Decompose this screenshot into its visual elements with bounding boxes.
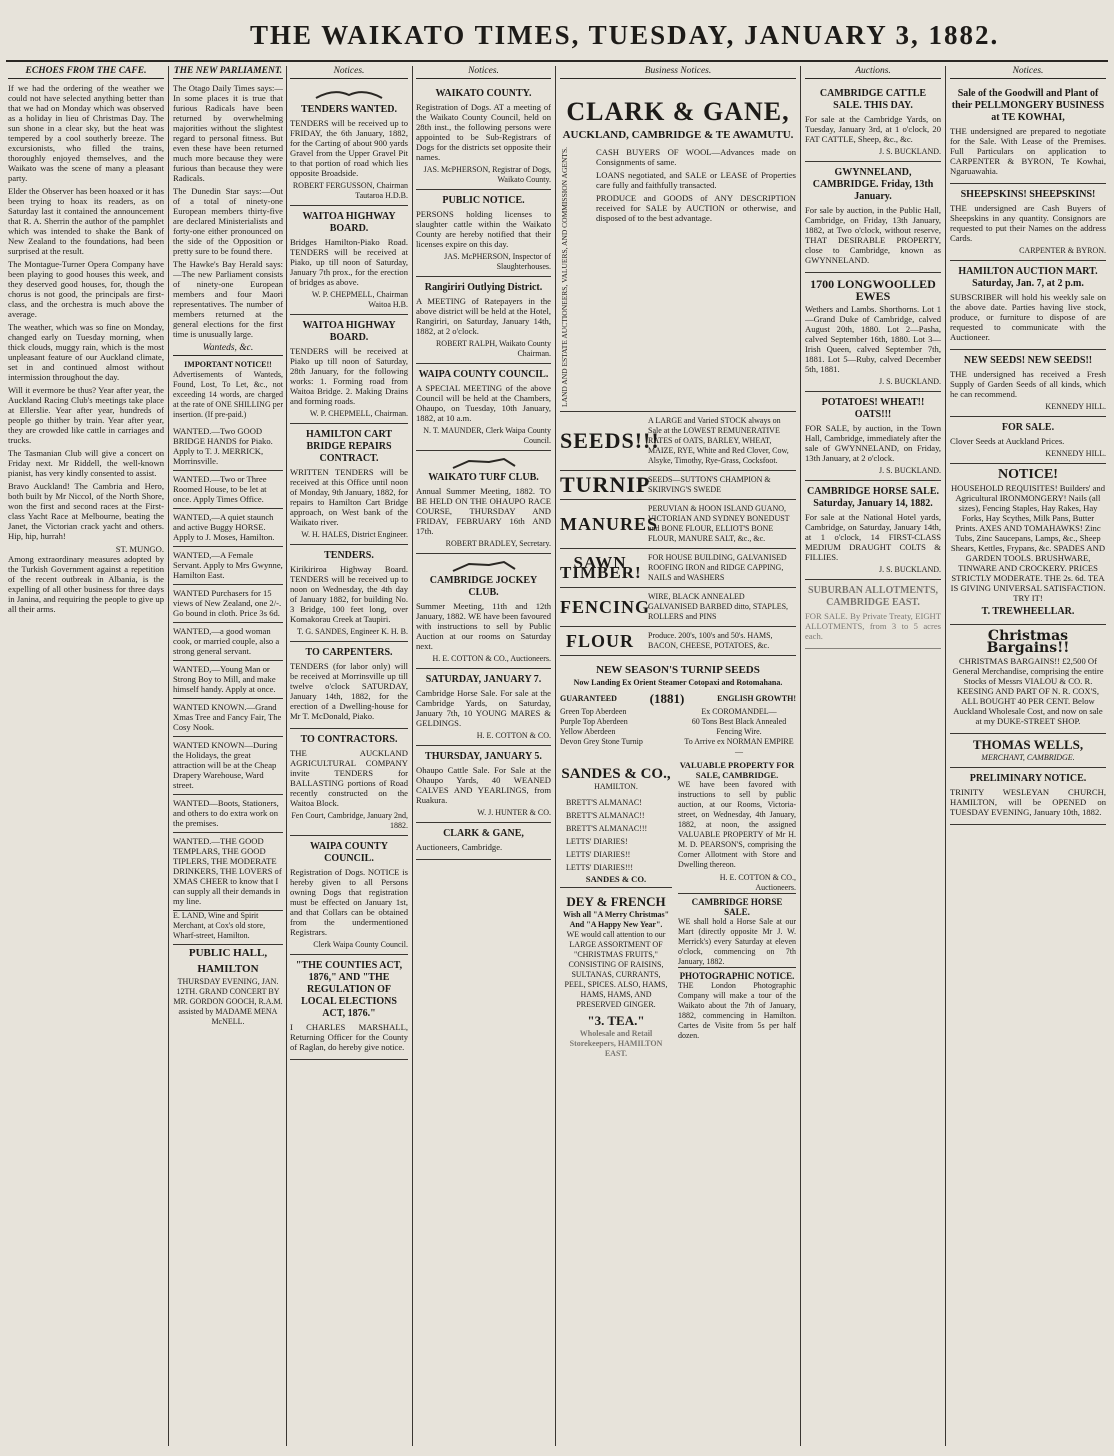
- wanted-intro: Advertisements of Wanteds, Found, Lost, To Let, &c., not exceeding 14 words, are charged at the rate of ONE SHILLING per insertion. (If pre-paid.): [173, 370, 283, 419]
- notice-ad: [416, 746, 551, 823]
- shipment-list-item: 60 Tons Best Black Annealed Fencing Wire.: [691, 716, 787, 736]
- notice-body: THE undersigned are prepared to negotiate for the Sale. With Lease of the Premises. Full Particulars on application to CARPENTER & BYRON, Te Kowhai, Ngaruawahia.: [950, 126, 1106, 176]
- notice-ad: [950, 83, 1106, 184]
- seed-list-item: Devon Grey Stone Turnip: [560, 736, 643, 746]
- turnip-seeds-heading: NEW SEASON'S TURNIP SEEDS: [596, 663, 760, 676]
- notice-heading: TO CONTRACTORS.: [300, 734, 398, 745]
- newspaper-title: THE WAIKATO TIMES, TUESDAY, JANUARY 3, 1882.: [250, 20, 1000, 50]
- notice-heading: WAIKATO COUNTY.: [435, 88, 532, 99]
- notice-signature: JAS. McPHERSON, Registrar of Dogs, Waikato County.: [423, 165, 551, 184]
- auction-signature: J. S. BUCKLAND.: [878, 377, 941, 386]
- notice-signature: N. T. MAUNDER, Clerk Waipa County Council.: [423, 426, 551, 445]
- notice-ad: [416, 83, 551, 190]
- auction-heading: SUBURBAN ALLOTMENTS, CAMBRIDGE EAST.: [807, 585, 939, 608]
- wanted-ad: WANTED,—A quiet staunch and active Buggy HORSE. Apply to J. Moses, Hamilton.: [173, 509, 283, 547]
- notice-signature: H. E. COTTON & CO.: [476, 731, 551, 740]
- notice-heading: TENDERS WANTED.: [301, 104, 397, 115]
- notice-body: MERCHANT, CAMBRIDGE.: [981, 753, 1075, 762]
- notice-signature: KENNEDY HILL.: [1045, 402, 1106, 411]
- notice-body: Kirikiriroa Highway Board. TENDERS will be received up to noon on Wednesday, the 4th day of January 1882, for building No. 3 Bridge, 100 feet long, over Komakorau Creek at Taupiri.: [290, 564, 408, 624]
- auction-body: For sale by auction, in the Public Hall, Cambridge, on Friday, 13th January, 1882, at Two o'clock, without reserve, THAT DESIRABLE PROPERTY, close to Cambridge, known as GWYNNELAND.: [805, 205, 941, 265]
- wanted-ad: WANTED.—Two or Three Roomed House, to be let at once. Apply Times Office.: [173, 471, 283, 509]
- auction-ad: [805, 83, 941, 162]
- auction-heading: CAMBRIDGE CATTLE SALE. THIS DAY.: [819, 88, 927, 111]
- notice-signature: W. P. CHEPMELL, Chairman Waitoa H.B.: [311, 290, 408, 309]
- auction-signature: J. S. BUCKLAND.: [878, 565, 941, 574]
- seed-guarantee-row: [560, 691, 796, 707]
- service-line: LOANS negotiated, and SALE or LEASE of Properties care fully and faithfully transacted.: [596, 170, 796, 190]
- wanted-ad: WANTED,—a good woman cook, or married couple, also a strong general servant.: [173, 623, 283, 661]
- shipment-list-item: Ex COROMANDEL—: [701, 706, 777, 716]
- manures-row: [560, 500, 796, 549]
- tea-heading: "3. TEA.": [587, 1013, 645, 1028]
- notice-body: Registration of Dogs. NOTICE is hereby given to all Persons owning Dogs that registration must be effected on January 1st, and that Collars can be obtained from the undermentioned Registrars.: [290, 867, 408, 937]
- auction-ad: [805, 392, 941, 481]
- auction-ad: [805, 481, 941, 580]
- column-notices-1: [290, 66, 408, 1446]
- column-parliament: [173, 66, 283, 1446]
- column-divider: [555, 66, 556, 1446]
- almanac-line: BRETT'S ALMANAC!: [566, 798, 642, 807]
- notice-ad: [290, 315, 408, 424]
- column-heading: THE NEW PARLIAMENT.: [173, 66, 283, 79]
- column-divider: [800, 66, 801, 1446]
- notice-heading: THURSDAY, JANUARY 5.: [425, 751, 542, 762]
- article-paragraph: Among extraordinary measures adopted by the Turkish Government against a repetition of the recent outbreak in Albania, is the expelling of all other business for three days in Janina, and requiring the people to give up all their arms.: [8, 554, 164, 614]
- notice-heading: HAMILTON AUCTION MART. Saturday, Jan. 7, at 2 p.m.: [958, 266, 1098, 289]
- fencing-text: WIRE, BLACK ANNEALED GALVANISED BARBED ditto, STAPLES, ROLLERS and PINS: [648, 591, 789, 621]
- wanted-ad: WANTED,—A Female Servant. Apply to Mrs Gwynne, Hamilton East.: [173, 547, 283, 585]
- article-paragraph: The Dunedin Star says:—Out of a total of ninety-one European members thirty-five are declared Ministerialists and forty-one either pronounced on the side of the Opposition or pretty sure to be found there.: [173, 186, 283, 256]
- notice-heading: NOTICE!: [998, 467, 1058, 482]
- auction-heading: 1700 LONGWOOLLED EWES: [810, 277, 936, 303]
- column-heading: Business Notices.: [560, 66, 796, 79]
- notice-heading: CAMBRIDGE JOCKEY CLUB.: [429, 575, 538, 598]
- notice-signature: T. TREWHEELLAR.: [981, 606, 1075, 617]
- auction-body: For sale at the Cambridge Yards, on Tuesday, January 3rd, at 1 o'clock, 20 FAT CATTLE, Sheep, &c., &c.: [805, 114, 941, 144]
- notice-ad: [950, 734, 1106, 768]
- column-heading: Notices.: [950, 66, 1106, 79]
- notice-body: TENDERS will be received at Piako up till noon of Saturday, 28th January, for the following works: 1. Forming road from Waitoa Bridge. 2. Making Drains and forming roads.: [290, 346, 408, 406]
- auction-ad: [805, 162, 941, 273]
- column-divider: [945, 66, 946, 1446]
- notice-heading: HAMILTON CART BRIDGE REPAIRS CONTRACT.: [305, 429, 393, 464]
- timber-word: SAWN TIMBER!: [560, 552, 642, 582]
- notice-ad: [950, 464, 1106, 625]
- dey-french-text: WE would call attention to our LARGE ASSORTMENT OF "CHRISTMAS FRUITS," CONSISTING OF RAISINS, SULTANAS, CURRANTS, PEEL, SPICES. ALSO, HAMS, HAMS, HAMS, AND PRESERVED GINGER.: [564, 930, 668, 1009]
- notice-ad: [950, 261, 1106, 350]
- fencing-word: FENCING: [560, 596, 651, 617]
- notice-signature: H. E. COTTON & CO., Auctioneers.: [432, 654, 551, 663]
- wanted-ad: WANTED KNOWN.—Grand Xmas Tree and Fancy Fair, The Cosy Nook.: [173, 699, 283, 737]
- notice-body: TRINITY WESLEYAN CHURCH, HAMILTON, will be OPENED on TUESDAY EVENING, January 10th, 1882.: [950, 787, 1106, 817]
- notice-ad: [416, 823, 551, 860]
- article-paragraph: The Hawke's Bay Herald says:—The new Parliament consists of ninety-one European members and four Maori representatives. The number of members returned at the general elections for the first time is unusually large.: [173, 259, 283, 339]
- notice-body: TENDERS (for labor only) will be received at Morrinsville up till twelve o'clock SATURDAY, January 14th, 1882, for the erection of a Dwelling-house for Mr T. McDonald, Piako.: [290, 661, 408, 721]
- wanted-ad: WANTED,—Young Man or Strong Boy to Mill, and make himself handy. Apply at once.: [173, 661, 283, 699]
- column-divider: [286, 66, 287, 1446]
- notice-ad: [950, 417, 1106, 464]
- auction-body: For sale at the National Hotel yards, Cambridge, on Saturday, January 14th, at 1 o'clock, 14 FIRST-CLASS MEDIUM DRAUGHT COLTS & FILLIES.: [805, 512, 941, 562]
- valuable-property-heading: VALUABLE PROPERTY FOR SALE, CAMBRIDGE.: [679, 760, 795, 780]
- notice-ad: [950, 350, 1106, 417]
- notice-body: PERSONS holding licenses to slaughter cattle within the Waikato County are hereby notified that their licenses expire on this day.: [416, 209, 551, 249]
- auction-body: FOR SALE, by auction, in the Town Hall, Cambridge, immediately after the sale of GWYNNELAND, on Friday, 13th January, at 2 o'clock.: [805, 423, 941, 463]
- flour-text: Produce. 200's, 100's and 50's. HAMS, BACON, CHEESE, POTATOES, &c.: [648, 630, 773, 650]
- service-line: CASH BUYERS OF WOOL—Advances made on Consignments of same.: [596, 147, 796, 167]
- clark-gane-subtitle: AUCKLAND, CAMBRIDGE & TE AWAMUTU.: [562, 129, 794, 141]
- service-line: PRODUCE and GOODS of ANY DESCRIPTION received for SALE by AUCTION or otherwise, and disposed of to the best advantage.: [596, 193, 796, 223]
- sandes-place: HAMILTON.: [594, 782, 638, 791]
- turnip-seeds-subheading: Now Landing Ex Orient Steamer Cotopaxi and Rotomahana.: [573, 677, 783, 687]
- turnip-word: TURNIP: [560, 471, 651, 497]
- seeds-word: SEEDS!!!: [560, 427, 660, 453]
- notice-signature: W. H. HALES, District Engineer.: [301, 530, 408, 539]
- notice-signature: ROBERT RALPH, Waikato County Chairman.: [435, 339, 551, 358]
- column-auctions: [805, 66, 941, 1446]
- article-paragraph: Bravo Auckland! The Cambria and Hero, both built by Mr Niccol, of the North Shore, won the first and second races at the First-class Yacht Race at Melbourne, beating the Janet, the Victorian crack yacht and others. Hip, hip, hurrah!: [8, 481, 164, 541]
- horse-ornament-icon: [449, 456, 519, 470]
- masthead: [0, 0, 1114, 64]
- notice-ad: [290, 206, 408, 315]
- valuable-property-text: WE have been favored with instructions to sell by public auction, at our Rooms, Victoria-street, on Wednesday, 4th January, 1882, at noon, the assigned VALUABLE PROPERTY of Mr H. M. D. PEARSON'S, comprising the Corner Allotment with Store and Dwelling thereon.: [678, 780, 796, 869]
- article-paragraph: Will it evermore be thus? Year after year, the Auckland Racing Club's meetings take place at Ellerslie. Year after year, hundreds of people go thither by train. Year after year, they are crowded like cattle in carriages and trucks.: [8, 385, 164, 445]
- seed-list-item: Purple Top Aberdeen: [560, 716, 628, 726]
- valuable-property-signature: H. E. COTTON & CO., Auctioneers.: [678, 873, 796, 894]
- horse-sale-heading: CAMBRIDGE HORSE SALE.: [691, 897, 783, 917]
- notice-ad: [290, 955, 408, 1060]
- article-paragraph: If we had the ordering of the weather we could not have selected anything better than that we had on Monday which was observed as a holiday in lieu of Christmas Day. The sun shone in a clear sky, but the heat was tempered by a cool southerly breeze. The excursionists, who filled the trains, thoroughly enjoyed themselves, and the Waikato was the scene of many a pleasant party.: [8, 83, 164, 183]
- notice-ad: [416, 451, 551, 554]
- seed-list-item: Yellow Aberdeen: [560, 726, 616, 736]
- wanted-ad: WANTED.—THE GOOD TEMPLARS, THE GOOD TIPLERS, THE MODERATE DRINKERS, THE LOVERS of XMAS CHEER to know that I can supply all their demands in my line.: [173, 833, 283, 911]
- notice-body: Registration of Dogs. AT a meeting of the Waikato County Council, held on 28th inst., the following persons were appointed to be Sub-Registrars of Dogs for the districts set opposite their names.: [416, 102, 551, 162]
- notice-body: A SPECIAL MEETING of the above Council will be held at the Chambers, Ohaupo, on Tuesday, 10th January, 1882, at 10 a.m.: [416, 383, 551, 423]
- notice-ad: [950, 184, 1106, 261]
- notice-body: Clover Seeds at Auckland Prices.: [950, 436, 1065, 446]
- column-heading: ECHOES FROM THE CAFE.: [8, 66, 164, 79]
- diaries-line: LETTS' DIARIES!: [566, 837, 628, 846]
- seed-year: (1881): [649, 690, 685, 706]
- article-paragraph: The Otago Daily Times says:—In some places it is true that furious Radicals have been returned by overwhelming majorities without the slightest regard to personal fitness. But even these have been returned much more because they were furious than because they were Radicals.: [173, 83, 283, 183]
- article-paragraph: Elder the Observer has been hoaxed or it has been trying to hoax its readers, as on Saturday last it contained the announcement that R. A. Sherrin the author of the pamphlet which was intended to shake the Bank of New Zealand to the foundations, had been surprised at the result.: [8, 186, 164, 256]
- photographic-heading: PHOTOGRAPHIC NOTICE.: [679, 971, 795, 981]
- public-hall-heading: PUBLIC HALL, HAMILTON: [173, 944, 283, 977]
- notice-heading: WAIKATO TURF CLUB.: [428, 472, 539, 483]
- notice-body: WRITTEN TENDERS will be received at this Office until noon of Monday, 9th January, 1882, for repairs to Hamilton Cart Bridge approach, on West bank of the Waikato river.: [290, 467, 408, 527]
- notice-heading: Christmas Bargains!!: [986, 628, 1070, 656]
- notice-signature: Clerk Waipa County Council.: [313, 940, 408, 949]
- wanted-ad: WANTED Purchasers for 15 views of New Zealand, one 2/-. Go bound in cloth. Price 3s 6d.: [173, 585, 283, 623]
- column-divider: [168, 66, 169, 1446]
- notice-body: THE undersigned are Cash Buyers of Sheepskins in any quantity. Consignors are requested to put their Names on the address Cards.: [950, 203, 1106, 243]
- notice-ad: [290, 545, 408, 642]
- notice-ad: [950, 768, 1106, 825]
- seed-lists: [560, 707, 796, 756]
- timber-row: [560, 549, 796, 588]
- notice-heading: WAITOA HIGHWAY BOARD.: [302, 211, 396, 234]
- sandes-advert: [560, 760, 672, 1446]
- notice-heading: TENDERS.: [324, 550, 374, 561]
- article-paragraph: The weather, which was so fine on Monday, changed early on Tuesday morning, when thick clouds, muggy rain, which is the most unpleasant feature of our Auckland climate, set in and continued almost without intermission throughout the day.: [8, 322, 164, 382]
- article-signature: ST. MUNGO.: [115, 544, 164, 554]
- notice-signature: W. J. HUNTER & CO.: [477, 808, 551, 817]
- dey-french-title: DEY & FRENCH: [566, 894, 666, 909]
- clark-gane-services: [560, 143, 796, 412]
- notice-signature: T. G. SANDES, Engineer K. H. B.: [297, 627, 408, 636]
- wanted-ad: WANTED—Boots, Stationers, and others to do extra work on the premises.: [173, 795, 283, 833]
- notice-ad: [290, 83, 408, 206]
- auction-body: Wethers and Lambs. Shorthorns. Lot 1—Grand Duke of Cambridge, calved August 20th, 1880. Lot 2—Pasha, calved September 16th, 1880. Lot 3—Irish Queen, calved September 7th, 1881. Lot 5—Ruby, calved December 5th, 1881.: [805, 304, 941, 374]
- notice-heading: NEW SEEDS! NEW SEEDS!!: [963, 355, 1093, 366]
- sandes-signature: SANDES & CO.: [560, 874, 672, 888]
- notice-body: SUBSCRIBER will hold his weekly sale on the above date. Parties having live stock, produce, or furniture to dispose of are requested to communicate with the Auctioneer.: [950, 292, 1106, 342]
- notice-signature: Fen Court, Cambridge, January 2nd, 1882.: [291, 811, 408, 830]
- notice-body: I CHARLES MARSHALL, Returning Officer for the County of Raglan, do hereby give notice.: [290, 1022, 408, 1052]
- notice-signature: ROBERT BRADLEY, Secretary.: [445, 539, 551, 548]
- notice-body: CHRISTMAS BARGAINS!! £2,500 Of General Merchandise, comprising the entire Stocks of Messrs VIALOU & CO. R. KEESING AND PART OF N. R. COX'S, ALL BOUGHT 40 PER CENT. Below Auckland Wholesale Cost, and now on sale at my DUKE-STREET SHOP.: [952, 656, 1104, 726]
- important-notice: IMPORTANT NOTICE!!: [184, 360, 272, 369]
- notice-ad: [290, 642, 408, 729]
- wanted-ad: WANTED.—Two GOOD BRIDGE HANDS for Piako. Apply to T. J. MERRICK, Morrinsville.: [173, 423, 283, 471]
- notice-body: Ohaupo Cattle Sale. For Sale at the Ohaupo Yards, 40 WEANED CALVES AND YEARLINGS, from Ruakura.: [416, 765, 551, 805]
- auction-signature: J. S. BUCKLAND.: [878, 147, 941, 156]
- notice-heading: WAITOA HIGHWAY BOARD.: [302, 320, 396, 343]
- notice-body: Auctioneers, Cambridge.: [416, 842, 503, 852]
- valuable-property-column: [678, 760, 796, 1446]
- notice-heading: WAIPA COUNTY COUNCIL.: [310, 841, 388, 864]
- notice-heading: FOR SALE.: [1001, 422, 1055, 433]
- english-growth-label: ENGLISH GROWTH!: [717, 693, 796, 703]
- concert-notice: THURSDAY EVENING, JAN. 12TH. GRAND CONCERT BY MR. GORDON GOOCH, R.A.M. assisted by MADAME MENA McNELL.: [173, 977, 283, 1026]
- notice-signature: JAS. McPHERSON, Inspector of Slaughterhouses.: [444, 252, 551, 271]
- clark-gane-advert: [560, 66, 796, 756]
- wanted-ad: WANTED KNOWN—During the Holidays, the great attraction will be at the Cheap Drapery Warehouse, Ward street.: [173, 737, 283, 795]
- auction-heading: CAMBRIDGE HORSE SALE. Saturday, January 14, 1882.: [807, 486, 939, 509]
- auction-heading: GWYNNELAND, CAMBRIDGE. Friday, 13th January.: [812, 167, 934, 202]
- photographic-text: THE London Photographic Company will make a tour of the Waikato about the 7th of January, 1882, commencing in Hamilton. Cartes de Visite from 5s per half dozen.: [678, 981, 796, 1040]
- notice-ad: [416, 364, 551, 451]
- dey-french-greeting: Wish all "A Merry Christmas" And "A Happy New Year".: [562, 910, 670, 929]
- notice-signature: KENNEDY HILL.: [1045, 449, 1106, 458]
- bird-ornament-icon: [314, 88, 384, 102]
- almanac-line: BRETT'S ALMANAC!!!: [566, 824, 648, 833]
- manures-text: PERUVIAN & HOON ISLAND GUANO, VICTORIAN AND SYDNEY BONEDUST and BONE FLOUR, ELLIOT'S BONE FLOUR, MANURE SALT, &c., &c.: [648, 503, 790, 543]
- auction-ad: [805, 273, 941, 392]
- column-divider: [412, 66, 413, 1446]
- shipment-list-item: To Arrive ex NORMAN EMPIRE—: [684, 736, 794, 756]
- guaranteed-label: GUARANTEED: [560, 693, 617, 703]
- sandes-title: SANDES & CO.,: [561, 766, 671, 782]
- article-paragraph: The Tasmanian Club will give a concert on Friday next. Mr Riddell, the well-known pianist, has very kindly consented to assist.: [8, 448, 164, 478]
- notice-body: Annual Summer Meeting, 1882. TO BE HELD ON THE OHAUPO RACE COURSE, THURSDAY AND FRIDAY, FEBRUARY 16th AND 17th.: [416, 486, 551, 536]
- notice-heading: Sale of the Goodwill and Plant of their PELLMONGERY BUSINESS at TE KOWHAI,: [951, 88, 1105, 123]
- timber-text: FOR HOUSE BUILDING, GALVANISED ROOFING IRON and RIDGE CAPPING, NAILS and WASHERS: [648, 552, 787, 582]
- notice-heading: Rangiriri Outlying District.: [424, 282, 543, 293]
- seed-list-item: Green Top Aberdeen: [560, 706, 627, 716]
- column-heading: Notices.: [416, 66, 551, 79]
- turnip-row: [560, 471, 796, 500]
- column-heading: Auctions.: [805, 66, 941, 79]
- turnip-text: SEEDS—SUTTON'S CHAMPION & SKIRVING'S SWEDE: [648, 474, 771, 494]
- notice-body: Summer Meeting, 11th and 12th January, 1882. WE have been favoured with instructions to sell by Public Auction at our rooms on Saturday next.: [416, 601, 551, 651]
- notice-heading: PRELIMINARY NOTICE.: [969, 773, 1087, 784]
- column-notices-2: [416, 66, 551, 1446]
- auction-signature: J. S. BUCKLAND.: [878, 466, 941, 475]
- wine-merchant-signature: E. LAND, Wine and Spirit Merchant, at Cox's old store, Wharf-street, Hamilton.: [173, 911, 266, 940]
- notice-body: THE AUCKLAND AGRICULTURAL COMPANY invite TENDERS for BALLASTING portions of Road recently constructed on the Waitoa Block.: [290, 748, 408, 808]
- notice-body: TENDERS will be received up to FRIDAY, the 6th January, 1882, for the Carting of about 900 yards Gravel from the Upper Gravel Pit to that portion of road which lies opposite Broadside.: [290, 118, 408, 178]
- notice-body: THE undersigned has received a Fresh Supply of Garden Seeds of all kinds, which he can recommend.: [950, 369, 1106, 399]
- notice-body: Cambridge Horse Sale. For sale at the Cambridge Yards, on Saturday, January 7th, 10 YOUNG MARES & GELDINGS.: [416, 688, 551, 728]
- diaries-line: LETTS' DIARIES!!: [566, 850, 631, 859]
- masthead-rule: [6, 60, 1108, 62]
- notice-heading: THOMAS WELLS,: [972, 737, 1084, 752]
- column-notices-3: [950, 66, 1106, 1446]
- fencing-row: [560, 588, 796, 627]
- seeds-text: A LARGE and Varied STOCK always on Sale at the LOWEST REMUNERATIVE RATES of OATS, BARLEY, WHEAT, MAIZE, RYE, White and Red Clover, Cow, Alsyke, Timothy, Rye-Grass, Cocksfoot.: [648, 415, 789, 465]
- column-heading: Notices.: [290, 66, 408, 79]
- notice-ad: [416, 669, 551, 746]
- notice-signature: CARPENTER & BYRON.: [1019, 246, 1106, 255]
- notice-ad: [416, 554, 551, 669]
- notice-body: HOUSEHOLD REQUISITES! Builders' and Agricultural IRONMONGERY! Nails (all sizes), Fencing Staples, Hay Rakes, Hay Forks, Hay Scythes, Milk Pans, Butter Prints. AXES AND TOMAHAWKS! Zinc Tubs, Zinc Saucepans, Lamps, &c., Sheep Shears, Kettles, Frypans, &c. SPADES AND GARDEN TOOLS. BRUSHWARE, TINWARE AND CROCKERY. PRICES STRICTLY MODERATE. THE 2s. 6d. TEA IS GIVING UNIVERSAL SATISFACTION. TRY IT!: [950, 483, 1106, 603]
- notice-heading: SHEEPSKINS! SHEEPSKINS!: [960, 189, 1096, 200]
- auction-heading: POTATOES! WHEAT!! OATS!!!: [821, 397, 925, 420]
- notice-ad: [950, 625, 1106, 734]
- notice-signature: W. P. CHEPMELL, Chairman.: [309, 409, 408, 418]
- diaries-line: LETTS' DIARIES!!!: [566, 863, 633, 872]
- horse-ornament-icon: [449, 559, 519, 573]
- notice-ad: [416, 277, 551, 364]
- auction-ad: [805, 580, 941, 649]
- notice-heading: WAIPA COUNTY COUNCIL.: [418, 369, 549, 380]
- dey-french-wholesale: Wholesale and Retail Storekeepers, HAMILTON EAST.: [569, 1029, 663, 1058]
- clark-gane-side-label: LAND AND ESTATE AUCTIONEERS, VALUERS, AND COMMISSION AGENTS.: [560, 147, 569, 407]
- notice-heading: PUBLIC NOTICE.: [442, 195, 525, 206]
- section-heading-wanted: Wanteds, &c.: [173, 343, 283, 356]
- article-paragraph: The Montague-Turner Opera Company have been playing to good houses this week, and they deserved good houses, for, though the chorus is not good, the principals are first-class, and the orchestra is much above the average.: [8, 259, 164, 319]
- notice-signature: ROBERT FERGUSSON, Chairman Tautaroa H.D.B.: [292, 181, 408, 200]
- flour-word: FLOUR: [566, 630, 634, 651]
- column-echoes: [8, 66, 164, 1446]
- auction-body: FOR SALE. By Private Treaty, EIGHT ALLOTMENTS, from 3 to 5 acres each.: [805, 611, 941, 641]
- clark-gane-title: CLARK & GANE,: [566, 97, 790, 126]
- seeds-row: [560, 412, 796, 471]
- almanac-line: BRETT'S ALMANAC!!: [566, 811, 645, 820]
- horse-sale-text: WE shall hold a Horse Sale at our Mart (directly opposite Mr J. W. Merrick's) every Saturday at eleven o'clock, commencing on 7th January, 1882.: [678, 917, 796, 966]
- notice-heading: TO CARPENTERS.: [305, 647, 393, 658]
- flour-row: [560, 627, 796, 656]
- notice-body: Bridges Hamilton-Piako Road. TENDERS will be received at Piako, up till noon of Saturday, January 7th prox., for the erection of bridges as above.: [290, 237, 408, 287]
- notice-body: A MEETING of Ratepayers in the above district will be held at the Hotel, Rangiriri, on Saturday, January 14th, 1882, at 2 o'clock.: [416, 296, 551, 336]
- notice-heading: CLARK & GANE,: [443, 828, 524, 839]
- notice-ad: [416, 190, 551, 277]
- manures-word: MANURES: [560, 513, 659, 534]
- notice-ad: [290, 836, 408, 955]
- notice-heading: "THE COUNTIES ACT, 1876," AND "THE REGULATION OF LOCAL ELECTIONS ACT, 1876.": [295, 960, 403, 1019]
- notice-ad: [290, 729, 408, 836]
- notice-ad: [290, 424, 408, 545]
- notice-heading: SATURDAY, JANUARY 7.: [425, 674, 542, 685]
